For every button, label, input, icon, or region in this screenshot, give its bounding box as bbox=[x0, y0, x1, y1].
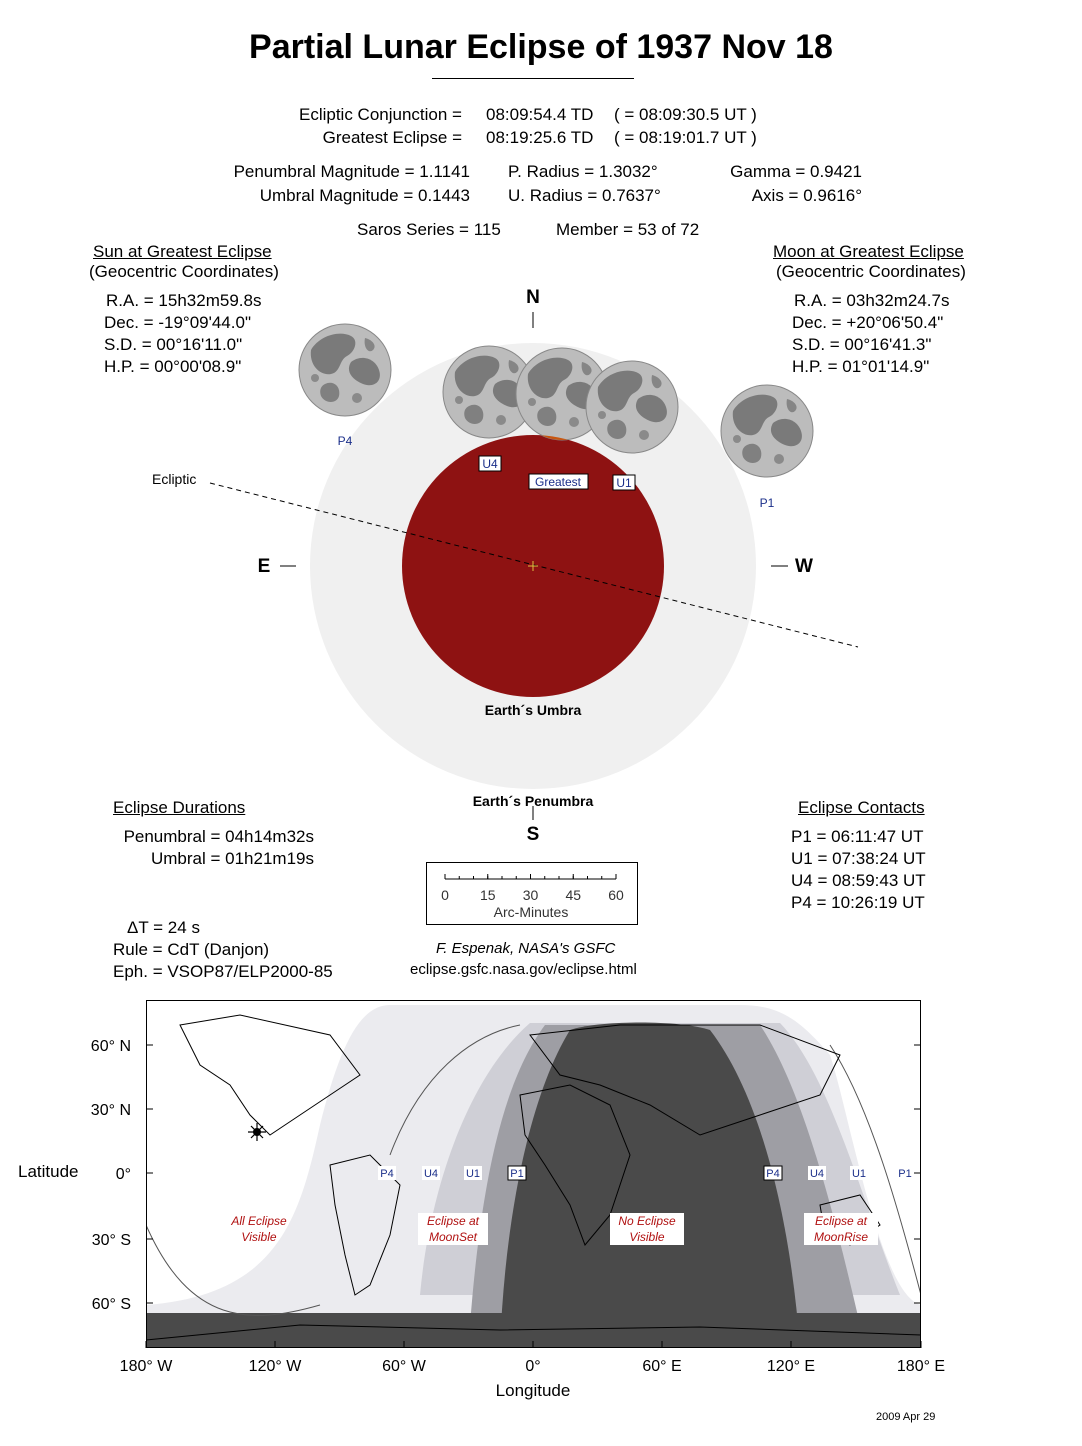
lon-tick-label: 180° W bbox=[119, 1358, 173, 1375]
conjunction-td: 08:09:54.4 TD bbox=[486, 105, 594, 124]
contact-p4: P4 = 10:26:19 UT bbox=[791, 893, 925, 912]
moon-p1 bbox=[721, 385, 813, 477]
umbral-magnitude: Umbral Magnitude = 0.1443 bbox=[259, 186, 470, 205]
credit: F. Espenak, NASA's GSFC bbox=[436, 940, 616, 957]
delta-t: ΔT = 24 s bbox=[127, 918, 200, 937]
contacts-heading: Eclipse Contacts bbox=[798, 798, 925, 817]
greatest-label: Greatest Eclipse = bbox=[322, 128, 462, 147]
source-url: eclipse.gsfc.nasa.gov/eclipse.html bbox=[410, 961, 637, 978]
duration-umbral: Umbral = 01h21m19s bbox=[150, 849, 314, 868]
north-label: N bbox=[526, 287, 540, 308]
zone-set-line1: Eclipse at bbox=[426, 1214, 480, 1228]
penumbral-magnitude: Penumbral Magnitude = 1.1141 bbox=[233, 162, 470, 181]
saros-series: Saros Series = 115 bbox=[357, 220, 501, 239]
date-stamp: 2009 Apr 29 bbox=[876, 1411, 936, 1423]
zone-rise-line1: Eclipse at bbox=[814, 1214, 868, 1228]
durations-heading: Eclipse Durations bbox=[113, 798, 246, 817]
east-label: E bbox=[257, 556, 271, 577]
zone-set-line2: MoonSet bbox=[428, 1230, 478, 1244]
sun-subheading: (Geocentric Coordinates) bbox=[89, 262, 279, 281]
label-p4: P4 bbox=[337, 434, 353, 448]
conjunction-label: Ecliptic Conjunction = bbox=[298, 105, 462, 124]
scale-label: Arc-Minutes bbox=[493, 904, 569, 920]
moon-sd: S.D. = 00°16'41.3" bbox=[792, 335, 932, 354]
lon-tick-label: 60° W bbox=[382, 1358, 426, 1375]
rule: Rule = CdT (Danjon) bbox=[113, 940, 270, 959]
moon-dec: Dec. = +20°06'50.4" bbox=[792, 313, 944, 332]
lon-tick-label: 0° bbox=[525, 1358, 541, 1375]
scale-tick-label: 60 bbox=[608, 887, 624, 903]
lat-tick-label: 30° N bbox=[90, 1102, 131, 1119]
zone-none-line1: No Eclipse bbox=[618, 1214, 676, 1228]
lon-tick-label: 180° E bbox=[896, 1358, 946, 1375]
visibility-map bbox=[0, 995, 1082, 1405]
page-title: Partial Lunar Eclipse of 1937 Nov 18 bbox=[249, 28, 833, 66]
sun-ra: R.A. = 15h32m59.8s bbox=[106, 291, 262, 310]
lat-tick-label: 30° S bbox=[91, 1232, 131, 1249]
lon-tick-label: 60° E bbox=[642, 1358, 682, 1375]
greatest-td: 08:19:25.6 TD bbox=[486, 128, 594, 147]
zone-all-line1: All Eclipse bbox=[231, 1214, 287, 1228]
sun-hp: H.P. = 00°00'08.9" bbox=[104, 357, 242, 376]
map-label-u4-right: U4 bbox=[809, 1168, 825, 1180]
contact-u1: U1 = 07:38:24 UT bbox=[791, 849, 926, 868]
moon-heading: Moon at Greatest Eclipse bbox=[773, 242, 964, 261]
umbra-label: Earth´s Umbra bbox=[484, 702, 582, 718]
zone-rise-line2: MoonRise bbox=[813, 1230, 869, 1244]
ephemeris: Eph. = VSOP87/ELP2000-85 bbox=[113, 962, 333, 981]
lat-tick-label: 60° N bbox=[90, 1038, 131, 1055]
title-rule bbox=[432, 78, 634, 79]
scale-tick-label: 45 bbox=[565, 887, 582, 903]
map-label-p1-left: P1 bbox=[510, 1168, 524, 1180]
moon-ra: R.A. = 03h32m24.7s bbox=[794, 291, 950, 310]
conjunction-ut: ( = 08:09:30.5 UT ) bbox=[614, 105, 757, 124]
west-label: W bbox=[795, 556, 813, 577]
lat-tick-label: 60° S bbox=[91, 1296, 131, 1313]
eclipse-diagram bbox=[0, 280, 1082, 850]
ecliptic-label: Ecliptic bbox=[152, 471, 197, 487]
moon-p4 bbox=[299, 324, 391, 416]
south-label: S bbox=[526, 824, 540, 845]
map-label-p4-right: P4 bbox=[766, 1168, 780, 1180]
contact-p1: P1 = 06:11:47 UT bbox=[791, 827, 924, 846]
saros-member: Member = 53 of 72 bbox=[556, 220, 700, 239]
lon-tick-label: 120° W bbox=[248, 1358, 302, 1375]
map-label-u1-right: U1 bbox=[851, 1168, 867, 1180]
lat-tick-label: 0° bbox=[115, 1166, 131, 1183]
moon-subheading: (Geocentric Coordinates) bbox=[776, 262, 966, 281]
label-greatest: Greatest bbox=[534, 475, 582, 489]
sun-dec: Dec. = -19°09'44.0" bbox=[104, 313, 251, 332]
scale-tick-label: 15 bbox=[479, 887, 496, 903]
map-label-p1-right: P1 bbox=[898, 1168, 912, 1180]
penumbra-label: Earth´s Penumbra bbox=[472, 793, 594, 809]
p-radius: P. Radius = 1.3032° bbox=[508, 162, 658, 181]
label-u1: U1 bbox=[616, 476, 632, 490]
scale-tick-label: 30 bbox=[522, 887, 539, 903]
zone-all-line2: Visible bbox=[241, 1230, 277, 1244]
zone-none-line2: Visible bbox=[629, 1230, 665, 1244]
map-label-u4-left: U4 bbox=[423, 1168, 439, 1180]
sun-sd: S.D. = 00°16'11.0" bbox=[104, 335, 243, 354]
gamma: Gamma = 0.9421 bbox=[730, 162, 862, 181]
lon-tick-label: 120° E bbox=[766, 1358, 816, 1375]
map-label-p4-left: P4 bbox=[380, 1168, 394, 1180]
label-u4: U4 bbox=[482, 457, 498, 471]
map-label-u1-left: U1 bbox=[465, 1168, 481, 1180]
duration-penumbral: Penumbral = 04h14m32s bbox=[123, 827, 314, 846]
scale-tick-label: 0 bbox=[441, 887, 449, 903]
contact-u4: U4 = 08:59:43 UT bbox=[791, 871, 926, 890]
label-p1: P1 bbox=[759, 496, 775, 510]
greatest-ut: ( = 08:19:01.7 UT ) bbox=[614, 128, 757, 147]
sun-heading: Sun at Greatest Eclipse bbox=[93, 242, 272, 261]
moon-hp: H.P. = 01°01'14.9" bbox=[792, 357, 930, 376]
axis: Axis = 0.9616° bbox=[751, 186, 862, 205]
moon-u1 bbox=[586, 361, 678, 453]
latitude-title: Latitude bbox=[18, 1162, 79, 1181]
longitude-title: Longitude bbox=[495, 1381, 571, 1400]
scale-bar bbox=[426, 862, 638, 926]
u-radius: U. Radius = 0.7637° bbox=[508, 186, 661, 205]
